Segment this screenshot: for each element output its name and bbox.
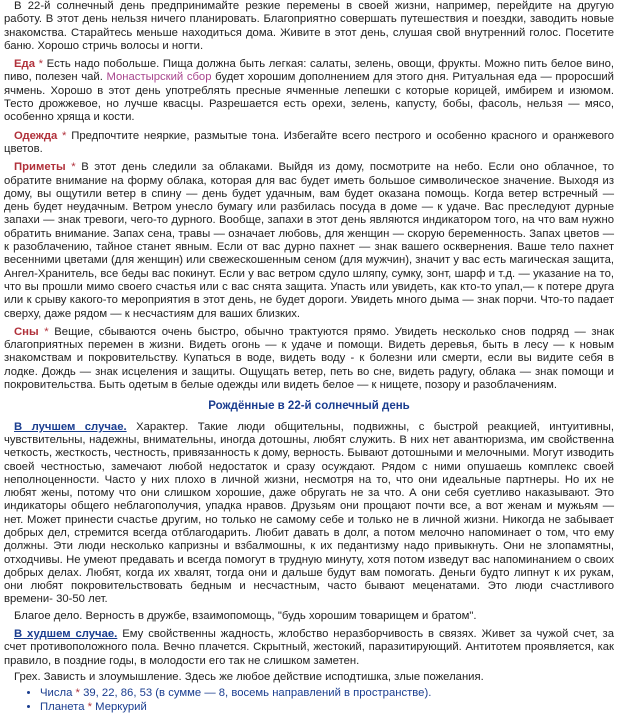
numbers-star: * bbox=[75, 687, 80, 700]
clothes-label: Одежда bbox=[14, 129, 58, 142]
dreams-label: Сны bbox=[14, 325, 39, 338]
planet-label: Планета bbox=[40, 700, 85, 713]
worst-case-extra: Грех. Зависть и злоумышление. Здесь же любое действие исподтишка, злые пожелания. bbox=[14, 670, 484, 683]
dreams-paragraph bbox=[4, 326, 614, 392]
food-label: Еда bbox=[14, 58, 35, 71]
dreams-text: Вещие, сбываются очень быстро, обычно трактуются прямо. Увидеть несколько снов подряд — знак благоприятных перемен в жизни. Видеть огонь — к удаче и помощи. Видеть деревья, быть в лесу — к новым знакомствам и покровительству. Купаться в воде, видеть воду - к болезни или смерти, если вы видите себя в лодке. Дождь — знак исцеления и защиты. Ощущать ветер, петь во сне, видеть радугу, облака — знак помощи и покровительства. Быть одетым в белые одежды или видеть белое — к нищете, позору и разоблачениям. bbox=[4, 325, 615, 392]
clothes-text: Предпочтите неяркие, размытые тона. Избегайте всего пестрого и особенно красного и оранжевого цветов. bbox=[4, 129, 615, 155]
attributes-list bbox=[4, 687, 614, 714]
list-item-planet bbox=[40, 701, 614, 714]
worst-case-paragraph bbox=[4, 628, 614, 668]
planet-value: Меркурий bbox=[95, 700, 147, 713]
born-section-title: Рождённые в 22-й солнечный день bbox=[208, 400, 410, 413]
best-case-paragraph bbox=[4, 421, 614, 607]
monastery-tea-link[interactable]: Монастырский сбор bbox=[106, 71, 212, 84]
clothes-paragraph bbox=[4, 130, 614, 157]
omens-label: Приметы bbox=[14, 161, 66, 174]
worst-case-text: Ему свойственны жадность, жлобство неразборчивость в связях. Живет за чужой счет, за счет противоположного пола. Вечно плачется. Скрытный, жестокий, паразитирующий. Антитотем проявляется, как правило, в поздние годы, в молодости его так не слишком заметен. bbox=[4, 628, 615, 667]
numbers-value: 39, 22, 86, 53 (в сумме — 8, восемь направлений в пространстве). bbox=[83, 687, 432, 700]
intro-paragraph: В 22-й солнечный день предпринимайте резкие перемены в своей жизни, например, перейдите на другую работу. В этот день нельзя ничего планировать. Благоприятно совершать путешествия и поездки, заводить новые знакомства. Старайтесь меньше находиться дома. Живите в этот день, слушая свой внутренний голос. Посетите баню. Хорошо стричь волосы и ногти. bbox=[4, 0, 614, 52]
food-text-2: будет хорошим дополнением для этого дня. Ритуальная еда — проросший ячмень. Хорошо в этот день употреблять пресные ячменные лепешки с которые корицей, имбирем и изюмом. Тесто дрожжевое, но лучше квасцы. Разрешается есть орехи, зелень, капусту, бобы, фасоль, нельзя — мясо, особенно хряща и кости. bbox=[4, 71, 614, 124]
omens-star: * bbox=[71, 161, 76, 174]
food-text-1: Есть надо побольше. Пища должна быть легкая: салаты, зелень, овощи, фрукты. Можно пить белое вино, пиво, полезен чай. bbox=[4, 58, 615, 84]
omens-text: В этот день следили за облаками. Выйдя из дому, посмотрите на небо. Если оно облачное, то обратите внимание на форму облака, которая для вас будет иметь большое символическое значение. Выходя из дому, вы ощутили ветер в спину — день будет удачным, вам будет оказана помощь. Когда ветер встречный — день будет неудачным. Ветром унесло бумагу или разбилась посуда в доме — к удаче. Вас преследуют дурные запахи — знак тревоги, чего-то дурного. Вообще, запахи в этот день являются индикатором того, на что вам нужно обратить внимание. Запах сена, травы — означает любовь, для женщин — скорую беременность. Запах цветов — к разоблачению, тайное станет явным. Если от вас дурно пахнет — знак вашего осквернения. Ваше тело пахнет весенними цветами (для женщин) или свежескошенным сеном (для мужчин), значит у вас есть магическая защита, Ангел-Хранитель, все беды вас покинут. Если у вас ветром сдуло шляпу, сумку, зонт, шарф и т.д. — указание на то, что вы прошли мимо своего счастья или с вас снята защита. Упасть или увидеть, как кто-то упал,— к потере друга или к срыву какого-то мероприятия в этот день, не будет дороги. Увидеть много дыма — знак порчи. Что-то падает сверху, даже рядом — к несчастиям для ваших близких. bbox=[4, 161, 615, 320]
food-paragraph bbox=[4, 58, 614, 124]
dreams-star: * bbox=[44, 325, 49, 338]
planet-star: * bbox=[87, 700, 93, 713]
list-item-numbers bbox=[40, 687, 614, 700]
clothes-star: * bbox=[62, 129, 67, 142]
best-case-extra: Благое дело. Верность в дружбе, взаимопомощь, "будь хорошим товарищем и братом". bbox=[14, 609, 477, 622]
food-star: * bbox=[38, 58, 44, 71]
omens-paragraph bbox=[4, 161, 614, 321]
best-case-text: Характер. Такие люди общительны, подвижны, с быстрой реакцией, интуитивны, чувствительны, надежны, внимательны, иногда дотошны, любят служить. В них нет авантюризма, им свойственна четкость, жесткость, честность, привязанность к дому, верность. Бывают дотошными и мелочными. Могут изводить своей честностью, замечают любой недостаток и сразу осуждают. Рядом с ними опушаешь комплекс своей неполноценности. Часто у них плохо в личной жизни, несмотря на то, что они идеальные партнеры. Но их не любят жены, потому что они слишком хорошие, даже обругать не за что. А они себя суетливо наказывают. Это индикаторы общего неблагополучия, упадка нравов. Друзьям они прощают почти все, а вот женам и мужьям — нет. Может принести счастье другим, но только не самому себе и только не в личной жизни. Никогда не забывает добрых дел, стремится всегда отблагодарить. Любит давать в долг, а потом мелочно напоминает о том, что ему должны. Эти люди несколько капризны и взбалмошны, к их педантизму надо привыкнуть. Они не злопамятны, отходчивы. Не умеют предавать и всегда помогут в трудную минуту, хотя потом изведут вас напоминанием о своих добрых делах. Любят, когда их хвалят, тогда они и дальше будут вам помогать. Деньги будто липнут к их рукам, они любят покровительствовать бедным и несчастным, часто бывают меценатами. Это люди счастливого времени- 30-50 лет. bbox=[4, 420, 614, 606]
best-case-label: В лучшем случае. bbox=[14, 420, 127, 433]
numbers-label: Числа bbox=[40, 687, 73, 700]
worst-case-label: В худшем случае. bbox=[14, 628, 118, 641]
